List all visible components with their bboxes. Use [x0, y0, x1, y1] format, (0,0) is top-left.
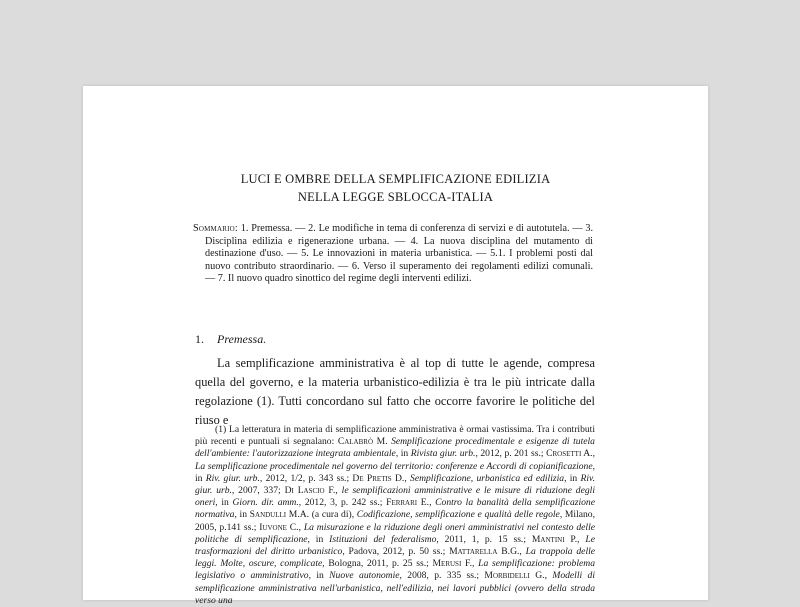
footnote-paragraph — [195, 424, 595, 607]
footnote-work-title: Istituzioni del federalismo — [329, 533, 437, 545]
footnote-work-title: Riv. giur. urb. — [195, 472, 596, 497]
summary-block — [193, 223, 593, 286]
footnote-author: Morbidelli G. — [484, 570, 545, 582]
footnote — [195, 424, 595, 607]
footnote-text-segment: , 2007, 337; — [231, 485, 285, 497]
footnote-text-segment: La letteratura in materia di semplificazione amministrativa è ormai vastissima. Tra i contributi più recenti e puntuali si segnalano: — [195, 424, 595, 448]
footnote-work-title: Rivista giur. urb. — [410, 448, 476, 460]
footnote-text-segment: , in — [308, 570, 330, 582]
footnote-text-segment: , — [544, 570, 553, 582]
footnote-text-segment: , Milano, 2005, p.141 ss.; — [195, 509, 595, 533]
footnote-text-segment: M.A. (a cura di), — [286, 509, 357, 521]
footnote-work-title: La semplificazione: problema legislativo o amministrativo — [195, 558, 596, 582]
footnote-work-title: Le trasformazioni del diritto urbanistico — [195, 533, 595, 558]
footnote-text — [195, 424, 595, 606]
footnote-author: Calabrò M. — [337, 436, 388, 448]
body-text — [195, 354, 595, 430]
footnote-text-segment: , in — [307, 533, 330, 545]
summary-text: 1. Premessa. — 2. Le modifiche in tema di conferenza di servizi e di autotutela. — 3. Disciplina edilizia e rigenerazione urbana. — 4. La nuova disciplina del mutamento di destinazione d'uso. — 5. Le innovazioni in materia urbanistica. — 5.1. I problemi posti dal nuovo contributo straordinario. — 6. Verso il superamento dei regolamenti edilizi comunali. — 7. Il nuovo quadro sinottico del regime degli interventi edilizi. — [205, 223, 594, 284]
footnote-author: Di Lascio F. — [284, 485, 336, 497]
footnote-text-segment: , in — [395, 448, 411, 460]
footnote-text-segment: , in — [195, 460, 595, 484]
footnote-text-segment: , in — [215, 497, 233, 509]
footnote-text-segment: , 2012, 3, p. 242 ss.; — [298, 497, 387, 509]
footnote-author: Crosetti A. — [546, 448, 593, 460]
footnote-text-segment: , — [429, 497, 436, 509]
footnote-text-segment: , — [404, 472, 411, 484]
footnote-text-segment: , 2008, p. 335 ss.; — [399, 570, 485, 582]
footnote-work-title: La trappola delle leggi. Molte, oscure, complicate — [195, 546, 596, 570]
footnote-text-segment: , 2012, 1/2, p. 343 ss.; — [259, 472, 353, 484]
footnote-text-segment: , 2011, 1, p. 15 ss.; — [436, 533, 532, 545]
footnote-work-title: La misurazione e la riduzione degli oneri amministrativi nel contesto delle politiche di semplificazione — [195, 521, 595, 545]
footnote-text-segment: , 2012, p. 201 ss.; — [475, 448, 547, 460]
footnote-marker: (1) — [215, 424, 227, 435]
footnote-work-title: Nuove autonomie — [329, 570, 400, 582]
section-heading — [195, 332, 266, 347]
footnote-author: Sandulli — [249, 509, 287, 521]
footnote-work-title: La semplificazione procedimentale nel governo del territorio: conferenze e Accordi di copianificazione — [195, 460, 593, 472]
footnote-author: De Pretis D. — [352, 472, 405, 484]
footnote-work-title: Semplificazione procedimentale e esigenze di tutela dell'ambiente: l'autorizzazione integrata ambientale — [195, 436, 595, 460]
footnote-text-segment: , — [471, 558, 479, 570]
footnote-work-title: Giorn. dir. amm. — [232, 497, 299, 509]
footnote-text-segment: , — [298, 521, 304, 533]
footnote-work-title: Semplificazione, urbanistica ed edilizia — [410, 472, 565, 484]
footnote-work-title: le semplificazioni amministrative e le misure di riduzione degli oneri — [195, 485, 595, 509]
footnote-text-segment: , Padova, 2012, p. 50 ss.; — [342, 546, 450, 558]
footnote-author: Mantini P. — [531, 533, 578, 545]
footnote-text-segment: , in — [234, 509, 250, 521]
section-number: 1. — [195, 332, 204, 346]
body-paragraph: La semplificazione amministrativa è al top di tutte le agende, compresa quella del governo, e la materia urbanistico-edilizia è tra le più intricate dalla regolazione (1). Tutti concordano sul fatto che occorre favorire le politiche del riuso e — [195, 356, 595, 427]
footnote-work-title: Contro la banalità della semplificazione normativa — [195, 497, 595, 521]
footnote-text-segment: , — [519, 546, 526, 558]
footnote-author: Ferrari E. — [386, 497, 430, 509]
footnote-author: Iuvone C. — [259, 521, 299, 533]
section-title: Premessa. — [217, 332, 267, 346]
footnote-text-segment: , — [577, 533, 586, 545]
footnote-author: Merusi F. — [432, 558, 472, 570]
document-title-line-1: LUCI E OMBRE DELLA SEMPLIFICAZIONE EDILIZIA — [240, 172, 551, 186]
document-title-line-2: NELLA LEGGE SBLOCCA-ITALIA — [297, 190, 494, 204]
footnote-text-segment: , in — [564, 472, 581, 484]
footnote-work-title: Modelli di semplificazione amministrativa nell'urbanistica, nell'edilizia, nei lavori pubblici (ovvero della strada verso una — [195, 570, 596, 606]
footnote-text-segment: , — [592, 448, 595, 460]
footnote-work-title: Codificazione, semplificazione e qualità delle regole — [356, 509, 560, 521]
footnote-text-segment: , — [335, 485, 342, 497]
document-page — [83, 86, 708, 606]
footnote-author: Mattarella B.G. — [449, 546, 520, 558]
footnote-work-title: Riv. giur. urb. — [205, 472, 260, 484]
footnote-text-segment: , Bologna, 2011, p. 25 ss.; — [322, 558, 433, 570]
summary-label: Sommario: — [193, 223, 238, 234]
